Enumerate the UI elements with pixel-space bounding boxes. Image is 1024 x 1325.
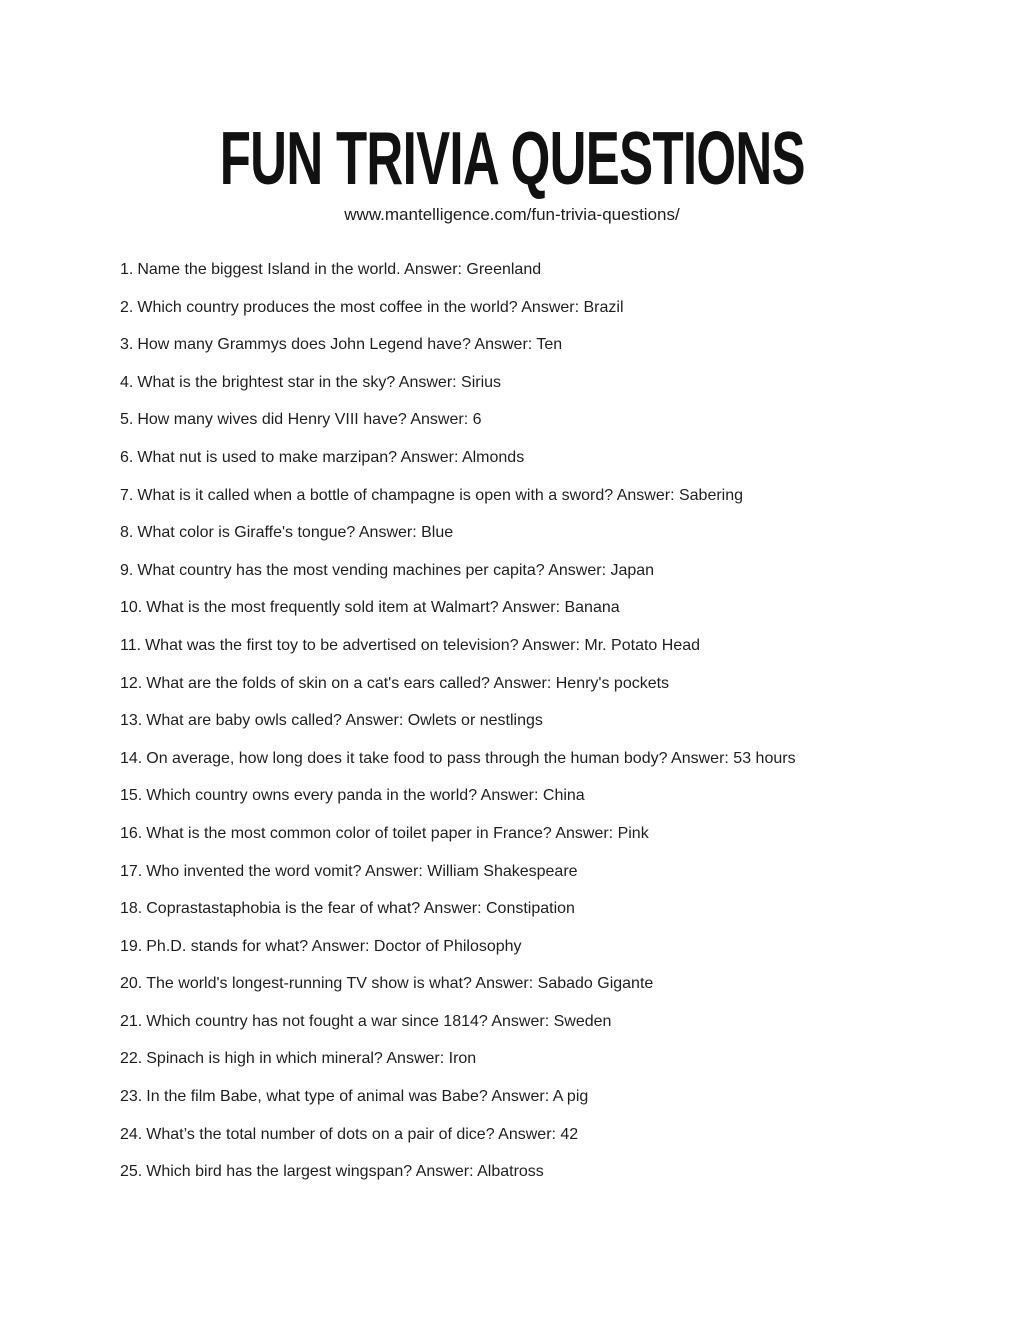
question-number: 11. [120,636,142,654]
trivia-question-item [120,936,944,957]
question-number: 9. [120,561,134,579]
question-text: In the film Babe, what type of animal was Babe? Answer: A pig [146,1088,589,1106]
trivia-question-item [120,1048,944,1069]
question-number: 14. [120,749,143,767]
question-number: 20. [120,975,143,993]
question-number: 6. [120,448,134,466]
question-number: 8. [120,524,134,542]
trivia-question-item [120,748,944,769]
question-text: What country has the most vending machines per capita? Answer: Japan [137,561,655,579]
question-number: 10. [120,599,143,617]
question-number: 25. [120,1163,143,1181]
question-number: 13. [120,712,143,730]
question-number: 21. [120,1012,143,1030]
question-text: What color is Giraffe's tongue? Answer: Blue [137,524,454,542]
trivia-question-item [120,522,944,543]
trivia-question-item [120,898,944,919]
question-text: What are baby owls called? Answer: Owlets or nestlings [146,712,543,730]
question-text: What are the folds of skin on a cat's ears called? Answer: Henry's pockets [146,674,670,692]
trivia-question-item [120,635,944,656]
question-number: 12. [120,674,143,692]
question-text: Coprastastaphobia is the fear of what? Answer: Constipation [146,900,575,918]
question-text: Name the biggest Island in the world. Answer: Greenland [137,261,542,278]
question-number: 15. [120,787,143,805]
question-number: 24. [120,1125,143,1143]
trivia-question-item [120,1124,944,1145]
trivia-question-item [120,597,944,618]
trivia-question-item [120,823,944,844]
question-number: 1. [120,261,134,278]
question-number: 22. [120,1050,143,1068]
source-url: www.mantelligence.com/fun-trivia-questions/ [344,205,680,224]
question-text: Ph.D. stands for what? Answer: Doctor of Philosophy [146,937,522,955]
question-text: Spinach is high in which mineral? Answer: Iron [146,1050,477,1068]
document-header [0,0,1024,225]
trivia-question-item [120,673,944,694]
question-text: What nut is used to make marzipan? Answer: Almonds [137,448,525,466]
question-number: 2. [120,298,134,316]
question-text: What is it called when a bottle of champagne is open with a sword? Answer: Sabering [137,486,744,504]
trivia-question-item [120,334,944,355]
trivia-question-item [120,297,944,318]
question-number: 18. [120,900,143,918]
question-number: 16. [120,824,143,842]
question-number: 4. [120,373,134,391]
question-text: What is the most frequently sold item at Walmart? Answer: Banana [146,599,620,617]
question-text: Which bird has the largest wingspan? Answer: Albatross [146,1163,544,1181]
trivia-question-item [120,785,944,806]
question-text: How many Grammys does John Legend have? Answer: Ten [137,336,563,354]
trivia-question-item [120,485,944,506]
trivia-question-item [120,1086,944,1107]
question-text: Which country owns every panda in the world? Answer: China [146,787,585,805]
question-text: What is the most common color of toilet paper in France? Answer: Pink [146,824,649,842]
question-text: What is the brightest star in the sky? Answer: Sirius [137,373,502,391]
trivia-question-item [120,710,944,731]
trivia-question-list [120,259,944,1182]
question-number: 5. [120,411,134,429]
question-text: Which country produces the most coffee in the world? Answer: Brazil [137,298,624,316]
question-text: On average, how long does it take food to pass through the human body? Answer: 53 hours [146,749,796,767]
question-text: Who invented the word vomit? Answer: William Shakespeare [146,862,578,880]
trivia-question-item [120,447,944,468]
trivia-question-item [120,1161,944,1182]
question-text: What was the first toy to be advertised on television? Answer: Mr. Potato Head [145,636,701,654]
trivia-question-item [120,409,944,430]
trivia-question-item [120,372,944,393]
question-number: 7. [120,486,134,504]
question-text: How many wives did Henry VIII have? Answer: 6 [137,411,482,429]
trivia-question-item [120,1011,944,1032]
question-number: 23. [120,1088,143,1106]
trivia-question-item [120,259,944,280]
trivia-question-item [120,861,944,882]
page-title: FUN TRIVIA QUESTIONS [219,116,805,200]
question-number: 3. [120,336,134,354]
question-text: The world's longest-running TV show is what? Answer: Sabado Gigante [146,975,654,993]
trivia-question-item [120,973,944,994]
trivia-question-item [120,560,944,581]
question-number: 17. [120,862,143,880]
question-text: What’s the total number of dots on a pair of dice? Answer: 42 [146,1125,579,1143]
question-text: Which country has not fought a war since 1814? Answer: Sweden [146,1012,612,1030]
question-number: 19. [120,937,143,955]
